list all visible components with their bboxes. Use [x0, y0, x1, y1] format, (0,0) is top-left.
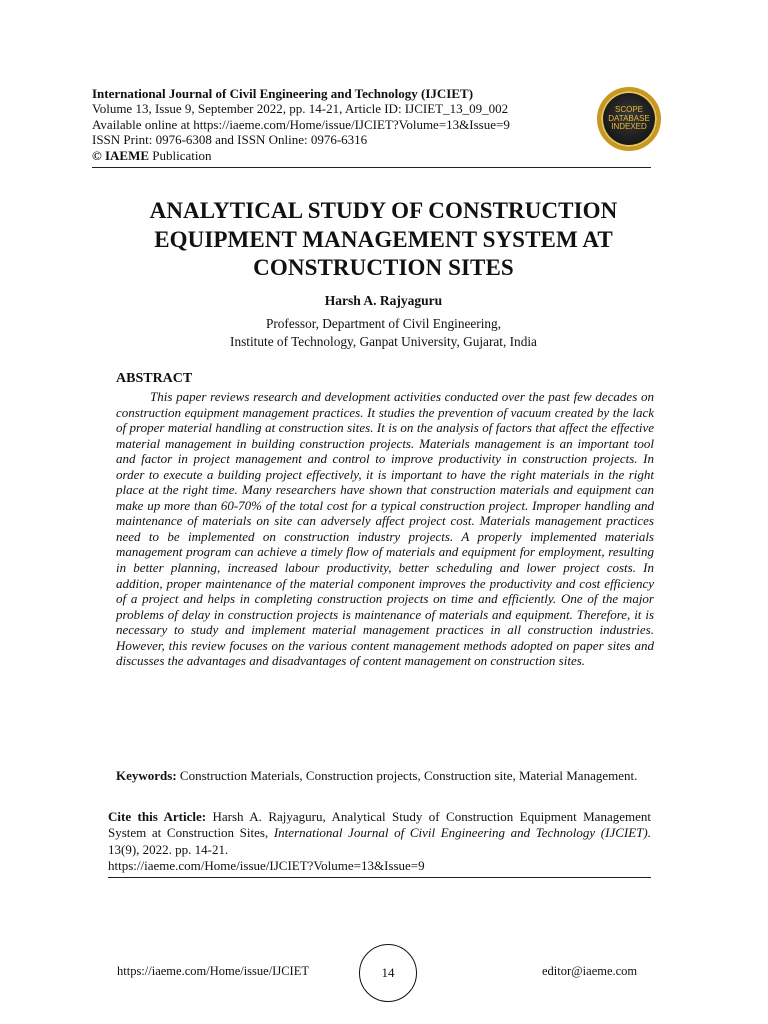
badge-line-3: INDEXED [611, 122, 647, 132]
copyright-line [92, 148, 652, 163]
journal-name: International Journal of Civil Engineering and Technology (IJCIET) [92, 86, 474, 101]
scope-database-badge [597, 87, 661, 151]
author-affiliation [92, 315, 675, 350]
online-link-line[interactable]: Available online at https://iaeme.com/Home/issue/IJCIET?Volume=13&Issue=9 [92, 116, 510, 132]
journal-header [92, 86, 652, 163]
cite-journal: International Journal of Civil Engineering and Technology (IJCIET). [273, 825, 651, 841]
affiliation-line-1: Professor, Department of Civil Engineering, [265, 316, 502, 331]
citation-divider [108, 877, 651, 878]
cite-text-1: Harsh A. Rajyaguru, Analytical Study of Construction Equipment Management System at Construction Sites, [108, 809, 651, 841]
keywords-label: Keywords: [116, 768, 177, 783]
page-number: 14 [359, 944, 417, 1002]
keywords-text: Construction Materials, Construction projects, Construction site, Material Management. [176, 768, 638, 783]
keywords [116, 768, 654, 784]
author-name: Harsh A. Rajyaguru [324, 293, 443, 308]
title-line-3: CONSTRUCTION SITES [253, 255, 514, 280]
badge-line-1: SCOPE [614, 105, 643, 115]
affiliation-line-2: Institute of Technology, Ganpat University, Gujarat, India [230, 333, 537, 349]
cite-label: Cite this Article: [108, 809, 207, 824]
title-line-2: EQUIPMENT MANAGEMENT SYSTEM AT [154, 226, 613, 252]
copyright-rest: Publication [149, 147, 212, 163]
footer-email[interactable]: editor@iaeme.com [542, 964, 638, 978]
badge-line-2: DATABASE [608, 113, 650, 123]
cite-url[interactable]: https://iaeme.com/Home/issue/IJCIET?Volume=13&Issue=9 [108, 857, 425, 873]
header-divider [92, 167, 651, 168]
copyright-mark: © IAEME [92, 147, 150, 163]
issn-line: ISSN Print: 0976-6308 and ISSN Online: 0976-6316 [92, 132, 368, 148]
footer-url[interactable]: https://iaeme.com/Home/issue/IJCIET [117, 964, 309, 978]
cite-text-2: 13(9), 2022. pp. 14-21. [108, 841, 229, 857]
abstract-heading: ABSTRACT [116, 371, 193, 386]
citation [108, 809, 651, 874]
paper-title [92, 197, 675, 283]
title-line-1: ANALYTICAL STUDY OF CONSTRUCTION [149, 198, 618, 223]
abstract-text: This paper reviews research and development activities conducted over the past few decades on construction equipment management practices. It studies the prevention of vacuum created by the lack of proper material handling at construction sites. It is on the analysis of factors that affect the effective material management in building construction projects. Materials management is an important tool and factor in project management and control to improve productivity in construction projects. In order to execute a building project effectively, it is important to have the right materials in the right place at the right time. Many researchers have shown that construction materials and equipment can make up more than 60-70% of the total cost for a typical construction project. Improper handling and maintenance of materials on site can adversely affect project cost. Materials management practices need to be implemented on construction industry projects. A properly implemented materials management program can achieve a timely flow of materials and equipment for employment, resulting in better planning, increased labour productivity, better scheduling and lower project costs. In addition, proper maintenance of the material component improves the productivity and cost efficiency of a project and helps in completing construction projects on time and efficiently. One of the major problems of delay in construction projects is maintenance of materials and equipment. Therefore, it is necessary to study and implement material management practices in all construction industries. However, this review focuses on the various content management methods adopted on paper sites and discusses the advantages and disadvantages of content management on construction sites. [116, 389, 654, 669]
volume-info: Volume 13, Issue 9, September 2022, pp. 14-21, Article ID: IJCIET_13_09_002 [92, 101, 509, 117]
